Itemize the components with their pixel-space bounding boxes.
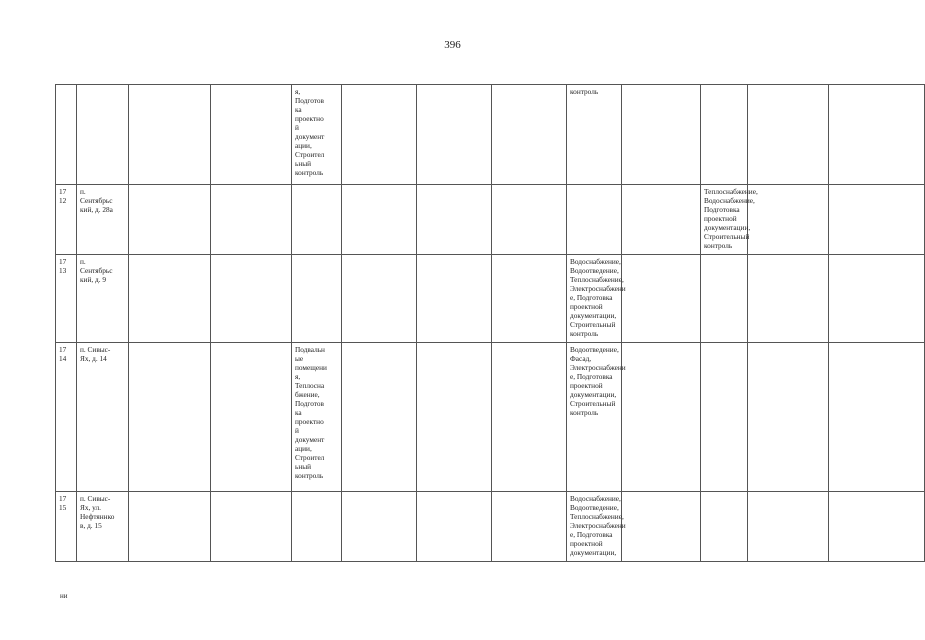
page-number: 396 [444, 39, 461, 51]
works-cell [292, 185, 342, 255]
table-cell [129, 492, 211, 562]
address-cell: п. Сентябрьс кий, д. 9 [77, 255, 129, 343]
table-cell [342, 343, 417, 492]
table-cell [622, 343, 701, 492]
table-cell [622, 85, 701, 185]
table-cell [417, 343, 492, 492]
table-cell [748, 492, 829, 562]
table-cell [129, 185, 211, 255]
table-cell [211, 255, 292, 343]
table-cell [211, 85, 292, 185]
works-cell [701, 343, 748, 492]
table-cell [829, 492, 925, 562]
works-cell: Водоотведение, Фасад, Электроснабжени е, Подготовка проектной документации, Строительный контроль [567, 343, 622, 492]
works-cell [292, 255, 342, 343]
table-cell [417, 185, 492, 255]
works-cell: Водоснабжение, Водоотведение, Теплоснабжение, Электроснабжени е, Подготовка проектной документации, Строительный контроль [567, 255, 622, 343]
row-number-cell: 17 12 [56, 185, 77, 255]
works-cell [701, 85, 748, 185]
table-row [56, 255, 925, 343]
table-cell [417, 85, 492, 185]
table-cell [829, 85, 925, 185]
table-cell [342, 85, 417, 185]
table-cell [211, 492, 292, 562]
table-cell [829, 343, 925, 492]
table-cell [829, 255, 925, 343]
table-cell [211, 185, 292, 255]
table-cell [748, 85, 829, 185]
works-cell: Водоснабжение, Водоотведение, Теплоснабжение, Электроснабжени е, Подготовка проектной документации, [567, 492, 622, 562]
table-cell [492, 492, 567, 562]
address-cell: п. Сивыс- Ях, ул. Нефтяннко в, д. 15 [77, 492, 129, 562]
table-cell [129, 343, 211, 492]
works-cell [701, 255, 748, 343]
table-row [56, 492, 925, 562]
works-cell [292, 492, 342, 562]
table-cell [622, 255, 701, 343]
table-cell [622, 185, 701, 255]
table-cell [129, 255, 211, 343]
works-cell: Подвальн ые помещени я, Теплосна бжение, Подготов ка проектно й документ ации, Строител ьный контроль [292, 343, 342, 492]
table-cell [417, 255, 492, 343]
address-cell: п. Сентябрьс кий, д. 28а [77, 185, 129, 255]
table-cell [492, 185, 567, 255]
table-cell [342, 255, 417, 343]
works-cell: контроль [567, 85, 622, 185]
table-cell [748, 185, 829, 255]
address-cell [77, 85, 129, 185]
table-row [56, 343, 925, 492]
table-cell [342, 185, 417, 255]
table-cell [622, 492, 701, 562]
table-cell [211, 343, 292, 492]
table-cell [748, 343, 829, 492]
works-cell: я, Подготов ка проектно й документ ации, Строител ьный контроль [292, 85, 342, 185]
row-number-cell: 17 13 [56, 255, 77, 343]
table-cell [129, 85, 211, 185]
row-number-cell: 17 14 [56, 343, 77, 492]
row-number-cell [56, 85, 77, 185]
address-cell: п. Сивыс- Ях, д. 14 [77, 343, 129, 492]
works-cell: Теплоснабжение, Водоснабжение, Подготовка проектной документации, Строительный контроль [701, 185, 748, 255]
works-cell [701, 492, 748, 562]
table-cell [748, 255, 829, 343]
works-cell [567, 185, 622, 255]
table-cell [417, 492, 492, 562]
table-cell [492, 85, 567, 185]
table-cell [342, 492, 417, 562]
table-cell [829, 185, 925, 255]
table-cell [492, 255, 567, 343]
footer-mark: ни [60, 592, 68, 600]
table-row [56, 85, 925, 185]
row-number-cell: 17 15 [56, 492, 77, 562]
table-row [56, 185, 925, 255]
works-table [55, 84, 925, 562]
table-cell [492, 343, 567, 492]
